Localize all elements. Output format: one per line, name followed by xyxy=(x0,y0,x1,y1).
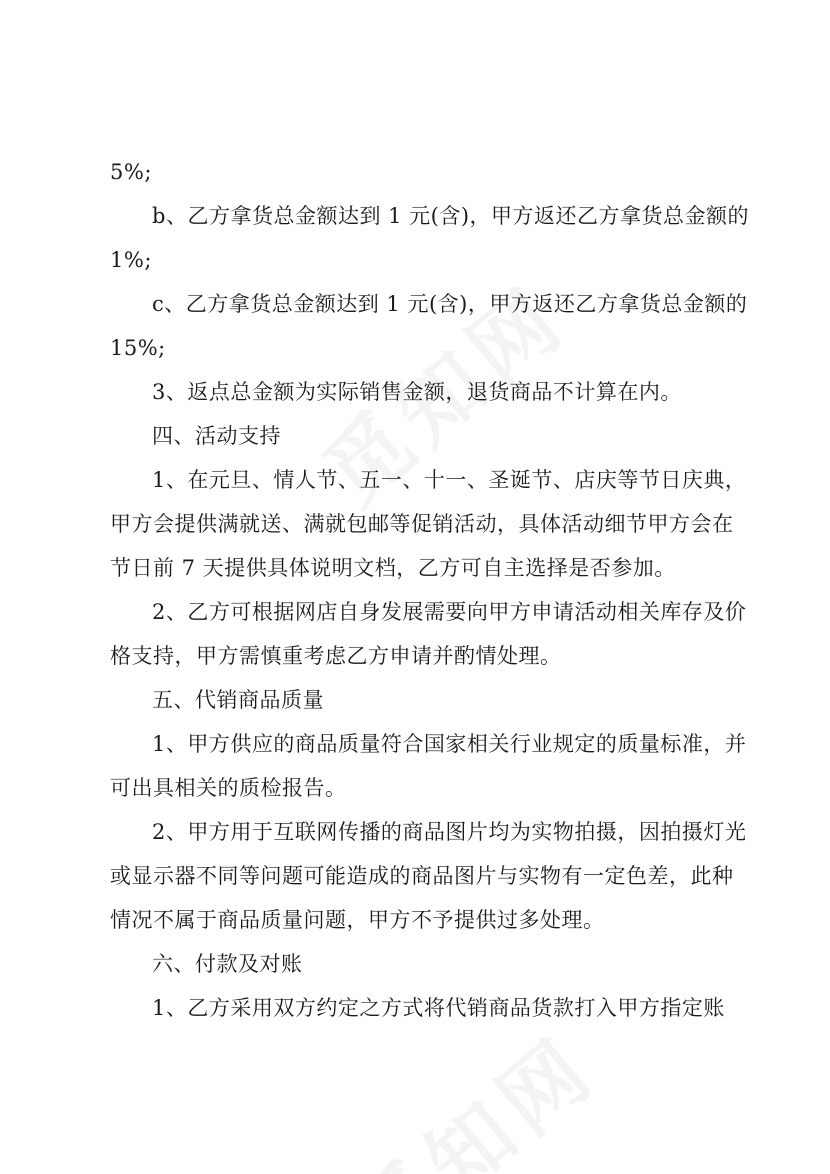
document-body xyxy=(110,150,750,1030)
text-line: 15%; xyxy=(110,336,166,360)
text-line: 2、甲方用于互联网传播的商品图片均为实物拍摄，因拍摄灯光 xyxy=(152,820,747,844)
text-line: b、乙方拿货总金额达到 1 元(含)，甲方返还乙方拿货总金额的 xyxy=(152,204,750,228)
text-line: 或显示器不同等问题可能造成的商品图片与实物有一定色差，此种 xyxy=(110,864,734,888)
section-heading: 四、活动支持 xyxy=(152,424,281,448)
text-line: 1、甲方供应的商品质量符合国家相关行业规定的质量标准，并 xyxy=(152,732,747,756)
text-line: 情况不属于商品质量问题，甲方不予提供过多处理。 xyxy=(110,908,605,932)
text-line: 节日前 7 天提供具体说明文档，乙方可自主选择是否参加。 xyxy=(110,556,676,580)
text-line: 1%; xyxy=(110,248,152,272)
section-heading: 五、代销商品质量 xyxy=(152,688,324,712)
text-line: 格支持，甲方需慎重考虑乙方申请并酌情处理。 xyxy=(110,644,562,668)
text-line: 1、乙方采用双方约定之方式将代销商品货款打入甲方指定账 xyxy=(152,996,725,1020)
text-line: 1、在元旦、情人节、五一、十一、圣诞节、店庆等节日庆典， xyxy=(152,468,747,492)
text-line: 可出具相关的质检报告。 xyxy=(110,776,347,800)
text-line: 5%; xyxy=(110,160,152,184)
text-line: c、乙方拿货总金额达到 1 元(含)，甲方返还乙方拿货总金额的 xyxy=(152,292,748,316)
text-line: 2、乙方可根据网店自身发展需要向甲方申请活动相关库存及价 xyxy=(152,600,747,624)
section-heading: 六、付款及对账 xyxy=(152,952,303,976)
text-line: 3、返点总金额为实际销售金额，退货商品不计算在内。 xyxy=(152,380,682,404)
text-line: 甲方会提供满就送、满就包邮等促销活动，具体活动细节甲方会在 xyxy=(110,512,734,536)
